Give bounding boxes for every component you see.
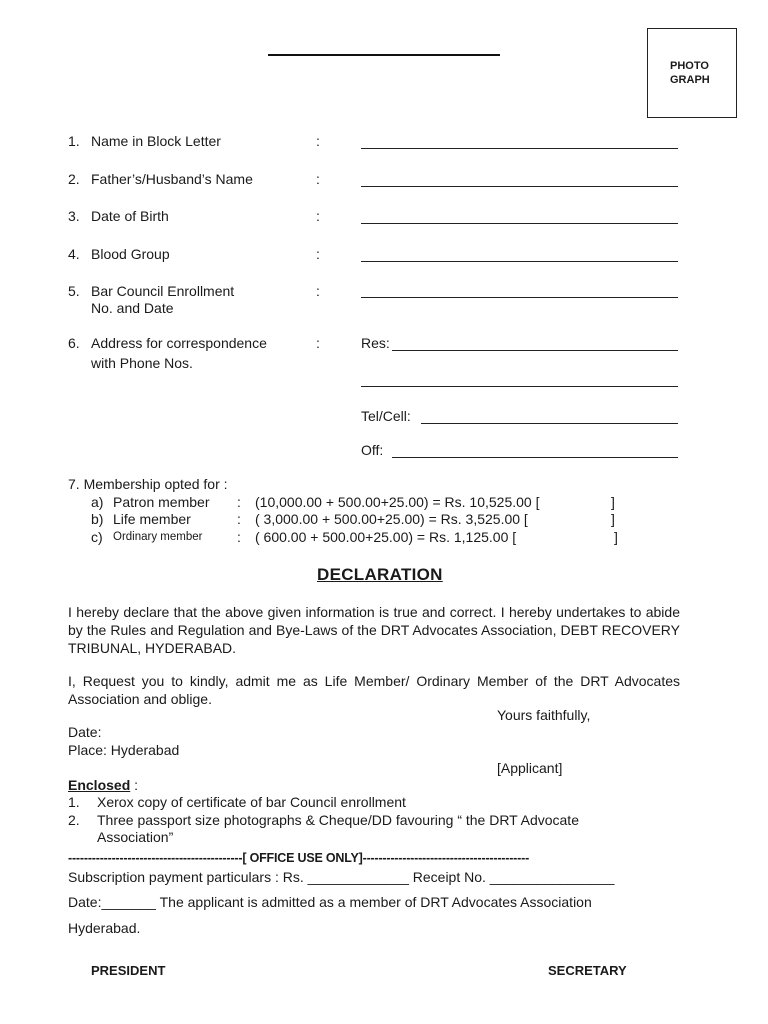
- checkbox-life[interactable]: ]: [611, 511, 615, 527]
- field-label: Bar Council Enrollment: [91, 283, 235, 299]
- admission-line: Date:_______ The applicant is admitted as a member of DRT Advocates Association: [68, 894, 592, 910]
- place-label: Place: Hyderabad: [68, 742, 180, 758]
- declaration-paragraph-1: I hereby declare that the above given information is true and correct. I hereby undertakes to abide by the Rules and Regulation and Bye-Laws of the DRT Advocates Association, DEBT RECOVERY TRIBUNAL, HYDERABAD.: [68, 604, 680, 656]
- declaration-paragraph-2: I, Request you to kindly, admit me as Life Member/ Ordinary Member of the DRT Advocates Association and oblige.: [68, 673, 680, 707]
- city-line: Hyderabad.: [68, 920, 141, 936]
- office-use-divider: --------------------------------------------[ OFFICE USE ONLY]------------------------------------------: [68, 851, 530, 865]
- form-title-line: [268, 54, 500, 56]
- field-label-line2: with Phone Nos.: [91, 355, 193, 371]
- tel-cell-input-line[interactable]: [421, 423, 678, 424]
- president-signature-label: PRESIDENT: [91, 963, 166, 978]
- date-label: Date:: [68, 724, 102, 740]
- field-label: Father’s/Husband’s Name: [91, 171, 253, 187]
- photograph-label: PHOTO GRAPH: [670, 60, 710, 86]
- field-label: Address for correspondence: [91, 335, 267, 351]
- father-name-input-line[interactable]: [361, 186, 678, 187]
- enclosure-item-line2: Association”: [97, 829, 174, 845]
- address-input-line-2[interactable]: [361, 386, 678, 387]
- field-label: Blood Group: [91, 246, 170, 262]
- res-label: Res:: [361, 335, 390, 351]
- checkbox-ordinary[interactable]: ]: [614, 529, 618, 545]
- field-label-line2: No. and Date: [91, 300, 174, 316]
- secretary-signature-label: SECRETARY: [548, 963, 627, 978]
- field-label: Name in Block Letter: [91, 133, 221, 149]
- office-phone-input-line[interactable]: [392, 457, 678, 458]
- membership-heading: 7. Membership opted for :: [68, 476, 228, 492]
- blood-group-input-line[interactable]: [361, 261, 678, 262]
- name-input-line[interactable]: [361, 148, 678, 149]
- applicant-signature-label: [Applicant]: [497, 760, 563, 776]
- subscription-line: Subscription payment particulars : Rs. _____________ Receipt No. ________________: [68, 869, 615, 885]
- declaration-title: DECLARATION: [317, 565, 443, 584]
- enclosure-item: Three passport size photographs & Cheque/DD favouring “ the DRT Advocate: [97, 812, 579, 828]
- office-phone-label: Off:: [361, 442, 384, 458]
- tel-cell-label: Tel/Cell:: [361, 408, 411, 424]
- enrollment-input-line[interactable]: [361, 297, 678, 298]
- enclosed-heading: Enclosed :: [68, 777, 139, 793]
- closing-text: Yours faithfully,: [497, 707, 591, 723]
- checkbox-patron[interactable]: ]: [611, 494, 615, 510]
- dob-input-line[interactable]: [361, 223, 678, 224]
- photograph-box: [647, 28, 737, 118]
- enclosure-item: Xerox copy of certificate of bar Council enrollment: [97, 794, 406, 810]
- res-input-line[interactable]: [392, 350, 678, 351]
- field-label: Date of Birth: [91, 208, 169, 224]
